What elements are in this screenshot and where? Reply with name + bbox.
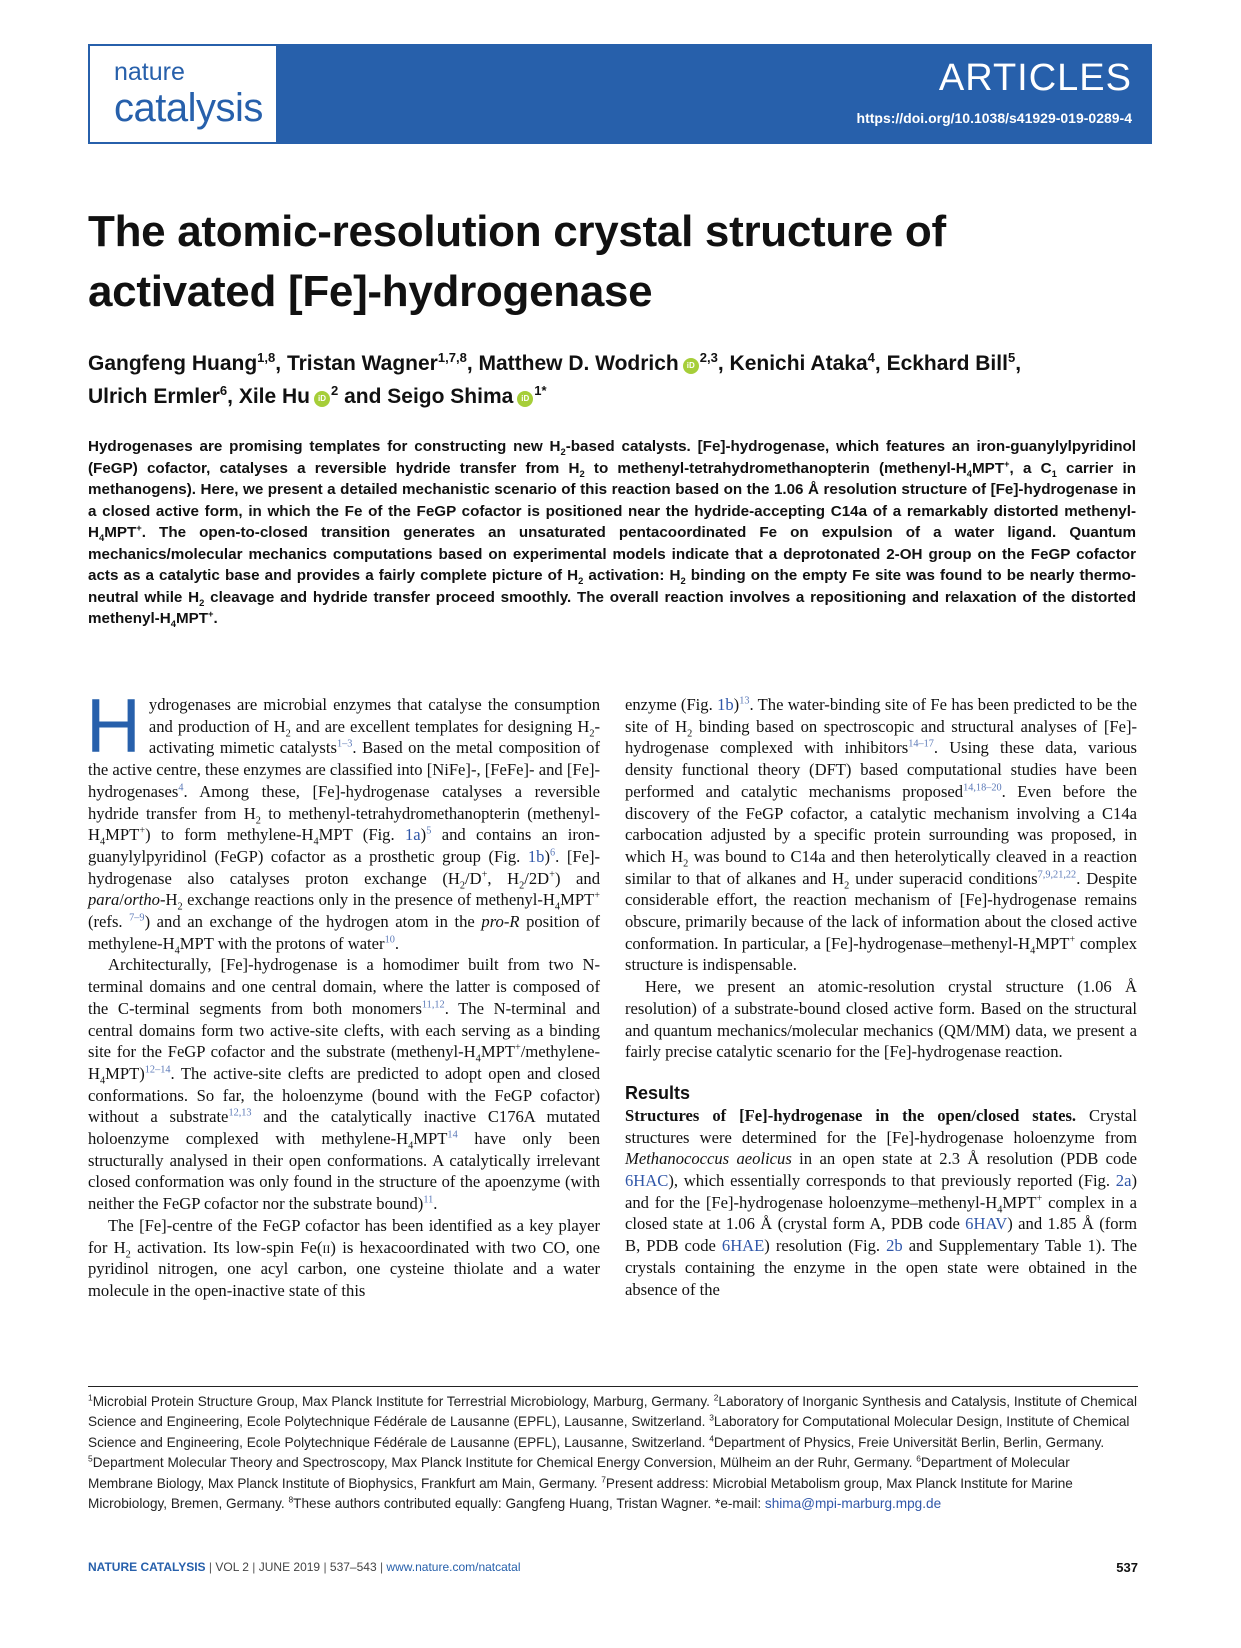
body-paragraph: The [Fe]-centre of the FeGP cofactor has been identified as a key player for $H_2$ activation. Its low-spin Fe(ii) is hexacoordinated with two CO, one pyridinol nitrogen, one acyl carbon, one cysteine thiolate and a water molecule in the open-inactive state of this bbox=[88, 1215, 600, 1300]
subsection-heading: Structures of [Fe]-hydrogenase in the open/closed states. bbox=[625, 1105, 1077, 1125]
logo-line-catalysis: catalysis bbox=[114, 86, 263, 130]
footer-volume: VOL 2 bbox=[215, 1560, 249, 1574]
author-affiliation: 1,7,8 bbox=[437, 350, 467, 365]
author-name[interactable]: Eckhard Bill bbox=[886, 352, 1008, 375]
author-affiliation: 1* bbox=[534, 383, 547, 398]
body-paragraph: Hydrogenases are microbial enzymes that catalyse the consumption and production of $H_2$ and are excellent templates for designing $H_2$-activating mimetic catalysts$^{1-3}$. Based on the metal composition of the active centre, these enzymes are classified into [NiFe]-, [FeFe]- and [Fe]-hydrogenases$^4$. Among these, [Fe]-hydrogenase catalyses a reversible hydride transfer from $H_2$ to methenyl-tetrahydromethanopterin $(methenyl-H_4MPT^+)$ to form methylene-$H_4MPT$ (Fig. 1a)$^5$ and contains an iron-guanylylpyridinol (FeGP) cofactor as a prosthetic group (Fig. 1b)$^6$. [Fe]-hydrogenase also catalyses proton exchange ($H_2/D^+$, $H_2/2D^+$) and para/$ortho-H_2$ exchange reactions only in the presence of methenyl-$H_4MPT^+$ (refs. $^{7-9}$) and an exchange of the hydrogen atom in the pro-R position of methylene-$H_4MPT$ with the protons of water$^{10}$. bbox=[86, 684, 600, 957]
drop-cap: H bbox=[86, 684, 141, 769]
abstract: Hydrogenases are promising templates for constructing new $H_2$-based catalysts. [Fe]-hydrogenase, which features an iron-guanylylpyridinol (FeGP) cofactor, catalyses a reversible hydride transfer from $H_2$ to methenyl-tetrahydromethanopterin ($methenyl-H_4MPT^+$, a $C_1$ carrier in methanogens). Here, we present a detailed mechanistic scenario of this reaction based on the 1.06 Å resolution structure of [Fe]-hydrogenase in a closed active form, in which the Fe of the FeGP cofactor is positioned near the hydride-accepting C14a of a remarkably distorted methenyl-$H_4MPT^+$. The open-to-closed transition generates an unsaturated pentacoordinated Fe on expulsion of a water ligand. Quantum mechanics/molecular mechanics computations based on experimental models indicate that a deprotonated 2-OH group on the FeGP cofactor acts as a catalytic base and provides a fairly complete picture of $H_2$ activation: $H_2$ binding on the empty Fe site was found to be nearly thermo-neutral while $H_2$ cleavage and hydride transfer proceed smoothly. The overall reaction involves a repositioning and relaxation of the distorted methenyl-$H_4MPT^+$. bbox=[88, 438, 1136, 630]
title-line-1: The atomic-resolution crystal structure of bbox=[88, 207, 946, 256]
author-name[interactable]: Xile Hu bbox=[238, 385, 310, 408]
footer-date: JUNE 2019 bbox=[258, 1560, 321, 1574]
footer-journal: NATURE CATALYSIS bbox=[88, 1560, 206, 1574]
author-affiliation: 4 bbox=[867, 350, 875, 365]
author-name[interactable]: Ulrich Ermler bbox=[88, 385, 220, 408]
section-label: ARTICLES bbox=[938, 57, 1132, 99]
page-number: 537 bbox=[1116, 1560, 1138, 1575]
email-link[interactable]: shima@mpi-marburg.mpg.de bbox=[764, 1496, 942, 1512]
article-title bbox=[88, 202, 1088, 322]
footer-pages: 537–543 bbox=[329, 1560, 377, 1574]
body-column-left bbox=[86, 684, 601, 1302]
title-line-2: activated [Fe]-hydrogenase bbox=[88, 267, 653, 316]
author-affiliation: 1,8 bbox=[257, 350, 276, 365]
orcid-icon[interactable]: iD bbox=[683, 358, 699, 374]
author-affiliation: 2 bbox=[331, 383, 339, 398]
author-name[interactable]: Matthew D. Wodrich bbox=[478, 352, 679, 375]
doi-link[interactable]: https://doi.org/10.1038/s41929-019-0289-4 bbox=[856, 110, 1132, 126]
author-affiliation: 5 bbox=[1007, 350, 1016, 365]
body-paragraph: Structures of [Fe]-hydrogenase in the open/closed states. Crystal structures were determined for the [Fe]-hydrogenase holoenzyme from Methanococcus aeolicus in an open state at 2.3 Å resolution (PDB code 6HAC), which essentially corresponds to that previously reported (Fig. 2a) and for the [Fe]-hydrogenase holoenzyme–$methenyl-H_4MPT^+$ complex in a closed state at 1.06 Å (crystal form A, PDB code 6HAV) and 1.85 Å (form B, PDB code 6HAE) resolution (Fig. 2b and Supplementary Table 1). The crystals containing the enzyme in the open state were obtained in the absence of the bbox=[625, 1105, 1138, 1299]
affiliations-footnote: $^1$Microbial Protein Structure Group, Max Planck Institute for Terrestrial Microbiology, Marburg, Germany. $^2$Laboratory of Inorganic Synthesis and Catalysis, Institute of Chemical Science and Engineering, Ecole Polytechnique Fédérale de Lausanne (EPFL), Lausanne, Switzerland. $^3$Laboratory for Computational Molecular Design, Institute of Chemical Science and Engineering, Ecole Polytechnique Fédérale de Lausanne (EPFL), Lausanne, Switzerland. $^4$Department of Physics, Freie Universität Berlin, Berlin, Germany. $^5$Department Molecular Theory and Spectroscopy, Max Planck Institute for Chemical Energy Conversion, Mülheim an der Ruhr, Germany. $^6$Department of Molecular Membrane Biology, Max Planck Institute of Biophysics, Frankfurt am Main, Germany. $^7$Present address: Microbial Metabolism group, Max Planck Institute for Marine Microbiology, Bremen, Germany. $^8$These authors contributed equally: Gangfeng Huang, Tristan Wagner. *e-mail: shima@mpi-marburg.mpg.de bbox=[88, 1392, 1137, 1512]
author-name[interactable]: Tristan Wagner bbox=[286, 352, 438, 375]
logo-line-nature: nature bbox=[114, 58, 185, 86]
body-column-right bbox=[625, 694, 1137, 1300]
author-list: Gangfeng Huang$^{1,8}$, Tristan Wagner$^{1,7,8}$, Matthew D. Wodrich iD$^{2,3}$, Kenichi Ataka$^4$, Eckhard Bill$^5$, Ulrich Ermler$^6$, Xile Hu $iD^2$ and Seigo Shima $iD^{1*}$ bbox=[88, 350, 1022, 408]
orcid-icon[interactable]: iD bbox=[517, 391, 533, 407]
author-affiliation: 6 bbox=[219, 383, 228, 398]
body-paragraph: enzyme (Fig. 1b)$^{13}$. The water-binding site of Fe has been predicted to be the site of $H_2$ binding based on spectroscopic and structural analyses of [Fe]-hydrogenase complexed with inhibitors$^{14-17}$. Using these data, various density functional theory (DFT) based computational studies have been performed and catalytic mechanisms proposed$^{14,18-20}$. Even before the discovery of the FeGP cofactor, a catalytic mechanism involving a C14a carbocation adjusted by a specific protein surrounding was proposed, in which $H_2$ was bound to C14a and then heterolytically cleaved in a reaction similar to that of alkanes and $H_2$ under superacid conditions$^{7,9,21,22}$. Despite considerable effort, the reaction mechanism of [Fe]-hydrogenase remains obscure, primarily because of the lack of information about the closed active conformation. In particular, a $[Fe]-hydrogenase-methenyl-H_4MPT^+$ complex structure is indispensable. bbox=[625, 695, 1138, 975]
body-paragraph: Here, we present an atomic-resolution crystal structure (1.06 Å resolution) of a substrate-bound closed active form. Based on the structural and quantum mechanics/molecular mechanics (QM/MM) data, we present a fairly precise catalytic scenario for the [Fe]-hydrogenase reaction. bbox=[625, 977, 1137, 1062]
footnote-divider bbox=[88, 1386, 1138, 1387]
orcid-icon[interactable]: iD bbox=[314, 391, 330, 407]
section-heading-results: Results bbox=[625, 1082, 691, 1103]
journal-logo[interactable] bbox=[90, 46, 276, 142]
author-name[interactable]: Seigo Shima bbox=[387, 385, 514, 408]
footer-url[interactable]: www.nature.com/natcatal bbox=[386, 1560, 521, 1574]
journal-header bbox=[88, 44, 1152, 144]
page-footer: NATURE CATALYSIS | VOL 2 | JUNE 2019 | 537–543 | www.nature.com/natcatal 537 bbox=[88, 1560, 1138, 1575]
author-affiliation: 2,3 bbox=[699, 350, 718, 365]
body-paragraph: Architecturally, [Fe]-hydrogenase is a homodimer built from two N-terminal domains and one central domain, where the latter is composed of the C-terminal segments from both monomers$^{11,12}$. The N-terminal and central domains form two active-site clefts, with each serving as a binding site for the FeGP cofactor and the substrate $(methenyl-H_4MPT^+/methylene-H_4MPT)^{12-14}$. The active-site clefts are predicted to adopt open and closed conformations. So far, the holoenzyme (bound with the FeGP cofactor) without a substrate$^{12,13}$ and the catalytically inactive C176A mutated holoenzyme complexed with methylene-$H_4MPT^{14}$ have only been structurally analysed in their open conformations. A catalytically irrelevant closed conformation was only found in the structure of the apoenzyme (with neither the FeGP cofactor nor the substrate bound)$^{11}$. bbox=[88, 955, 601, 1214]
author-name[interactable]: Gangfeng Huang bbox=[88, 352, 258, 375]
author-name[interactable]: Kenichi Ataka bbox=[729, 352, 868, 375]
